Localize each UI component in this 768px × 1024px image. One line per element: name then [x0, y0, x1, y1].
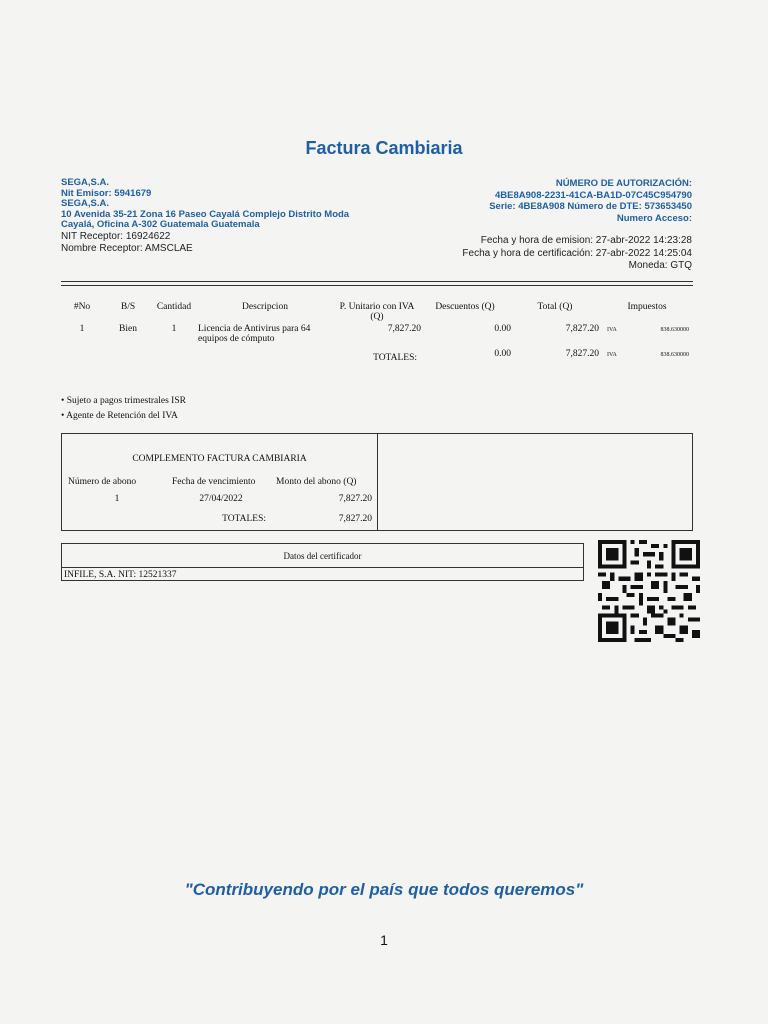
header-divider-2: [61, 285, 693, 286]
note-item: • Sujeto a pagos trimestrales ISR: [61, 396, 186, 406]
authorization-label: NÚMERO DE AUTORIZACIÓN:: [555, 178, 692, 189]
complemento-row-monto: 7,827.20: [338, 494, 372, 504]
totals-label: TOTALES:: [373, 353, 417, 363]
slogan: "Contribuyendo por el país que todos queremos": [184, 880, 584, 899]
col-header-total: Total (Q): [537, 302, 573, 312]
complemento-totals-label: TOTALES:: [222, 514, 266, 524]
complemento-totals-value: 7,827.20: [338, 514, 372, 524]
row-bs: Bien: [119, 324, 137, 334]
authorization-serie: Serie: 4BE8A908 Número de DTE: 573653450: [489, 201, 692, 212]
issuer-address-2: Cayalá, Oficina A-302 Guatemala Guatemala: [61, 219, 260, 230]
totals-impuesto-name: IVA: [607, 352, 617, 358]
certificador-box: [61, 543, 584, 581]
complemento-row-fecha: 27/04/2022: [199, 494, 243, 504]
row-impuesto-name: IVA: [607, 327, 617, 333]
totals-impuesto-value: 838.630000: [660, 352, 689, 358]
receptor-name: Nombre Receptor: AMSCLAE: [61, 242, 193, 254]
dates-block: [462, 235, 692, 273]
complemento-row-numero: 1: [114, 494, 120, 504]
complemento-header-numero: Número de abono: [68, 477, 137, 487]
certificador-title: Datos del certificador: [283, 551, 362, 561]
row-no: 1: [79, 324, 85, 334]
authorization-number: 4BE8A908-2231-41CA-BA1D-07C45C954790: [495, 189, 692, 201]
document-title: Factura Cambiaria: [305, 138, 463, 158]
issuer-name: SEGA,S.A.: [61, 177, 110, 188]
issuer-block: [61, 178, 349, 255]
authorization-acceso: Numero Acceso:: [616, 212, 692, 224]
issuer-address-1: 10 Avenida 35-21 Zona 16 Paseo Cayalá Complejo Distrito Moda: [61, 208, 350, 220]
col-header-no: #No: [73, 302, 91, 312]
col-header-bs: B/S: [120, 302, 136, 312]
notes: [61, 394, 186, 424]
totals-descuentos: 0.00: [494, 349, 511, 359]
emision-date: Fecha y hora de emision: 27-abr-2022 14:23:28: [480, 235, 692, 246]
complemento-header-monto: Monto del abono (Q): [276, 477, 357, 487]
qr-code: [598, 540, 700, 642]
totals-total: 7,827.20: [565, 349, 599, 359]
moneda: Moneda: GTQ: [628, 260, 692, 271]
note-item: • Agente de Retención del IVA: [61, 411, 178, 421]
col-header-impuestos: Impuestos: [627, 302, 667, 312]
complemento-divider: [377, 434, 378, 530]
page-number: 1: [380, 932, 388, 948]
certificacion-date: Fecha y hora de certificación: 27-abr-2022 14:25:04: [462, 247, 692, 259]
row-descripcion: Licencia de Antivirus para 64 equipos de cómputo: [198, 324, 311, 344]
certificador-divider: [62, 567, 583, 568]
issuer-name-2: SEGA,S.A.: [61, 198, 110, 209]
row-cantidad: 1: [171, 324, 177, 334]
col-header-descripcion: Descripcion: [242, 302, 288, 312]
authorization-block: [489, 178, 692, 224]
certificador-info: INFILE, S.A. NIT: 12521337: [64, 570, 177, 580]
col-header-descuentos: Descuentos (Q): [435, 302, 495, 312]
receptor-nit: NIT Receptor: 16924622: [61, 230, 171, 242]
row-impuesto-value: 838.630000: [660, 327, 689, 333]
row-unitario: 7,827.20: [387, 324, 421, 334]
issuer-nit: Nit Emisor: 5941679: [61, 187, 152, 199]
col-header-unitario: P. Unitario con IVA (Q): [339, 302, 415, 322]
col-header-cantidad: Cantidad: [156, 302, 192, 312]
complemento-title: COMPLEMENTO FACTURA CAMBIARIA: [132, 454, 307, 464]
header-divider: [61, 281, 693, 282]
complemento-box: [61, 433, 693, 531]
items-table: [61, 294, 693, 374]
row-descuentos: 0.00: [494, 324, 511, 334]
row-total: 7,827.20: [565, 324, 599, 334]
complemento-header-fecha: Fecha de vencimiento: [172, 477, 256, 487]
